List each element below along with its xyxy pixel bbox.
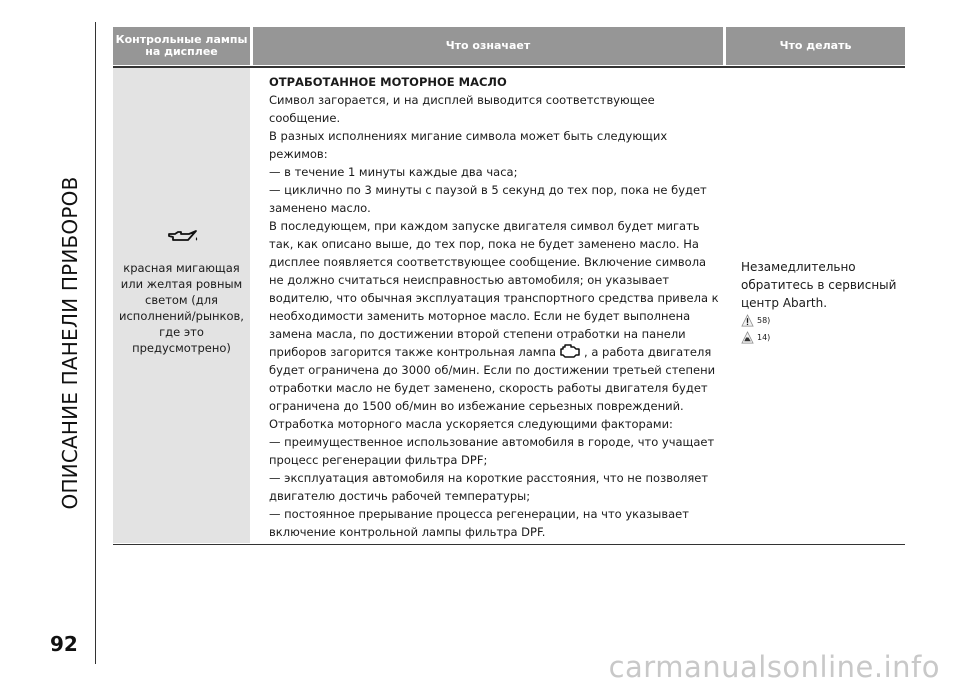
watermark: carmanualsonline.info — [608, 650, 940, 684]
header-action: Что делать — [726, 27, 905, 65]
description — [269, 73, 721, 541]
description-text: В последующем, при каждом запуске двигателя символ будет мигать так, как описано выше, до тех пор, пока не будет заменено масло. На дисплее появляется соответствующее сообщение. Включение символа не должно считаться неисправностью автомобиля; он указывает водителю, что обычная эксплуатация транспортного средства привела к необходимости заменить моторное масло. Если не будет выполнена замена масла, по достижении второй степени отработки на панели приборов загорится также контрольная лампа — [269, 219, 719, 359]
description-paragraph: Символ загорается, и на дисплей выводится соответствующее сообщение. — [269, 93, 655, 125]
description-paragraph: — постоянное прерывание процесса регенерации, на что указывает включение контрольной лампы фильтра DPF. — [269, 507, 689, 539]
description-paragraph: В разных исполнениях мигание символа может быть следующих режимов: — [269, 129, 668, 161]
section-title: ОПИСАНИЕ ПАНЕЛИ ПРИБОРОВ — [58, 176, 82, 510]
lamp-caption: красная мигающая или желтая ровным светом (для исполнений/рынков, где это предусмотрено) — [119, 261, 244, 355]
note-ref-number: 58) — [757, 315, 771, 325]
warning-triangle-icon — [741, 314, 754, 327]
engine-icon — [559, 344, 581, 358]
description-paragraph: — преимущественное использование автомобиля в городе, что учащает процесс регенерации фильтра DPF; — [269, 435, 715, 467]
description-heading: ОТРАБОТАННОЕ МОТОРНОЕ МАСЛО — [269, 75, 507, 89]
oil-can-icon — [166, 228, 198, 244]
description-paragraph: — эксплуатация автомобиля на короткие расстояния, что не позволяет двигателю достичь рабочей температуры; — [269, 471, 709, 503]
action-text: Незамедлительно обратитесь в сервисный центр Abarth. — [741, 260, 897, 310]
description-paragraph: — циклично по 3 минуты с паузой в 5 секунд до тех пор, пока не будет заменено масло. — [269, 183, 707, 215]
action-cell — [741, 258, 905, 346]
section-divider — [95, 22, 96, 664]
description-paragraph: — в течение 1 минуты каждые два часа; — [269, 165, 518, 179]
note-ref-number: 14) — [757, 332, 771, 342]
page-number: 92 — [50, 632, 78, 656]
note-ref — [741, 329, 905, 346]
description-text: , а работа двигателя будет ограничена до 3000 об/мин. Если по достижении третьей степени отработки масло не будет заменено, скорость работы двигателя будет ограничена до 1500 об/мин во избежание серьезных повреждений. — [269, 345, 716, 413]
table-bottom-rule — [113, 544, 905, 545]
note-ref — [741, 312, 905, 329]
caution-triangle-icon — [741, 331, 754, 344]
description-paragraph: Отработка моторного масла ускоряется следующими факторами: — [269, 417, 673, 431]
lamp-cell — [113, 68, 250, 543]
header-meaning: Что означает — [253, 27, 723, 65]
header-lamps: Контрольные лампы на дисплее — [113, 27, 250, 65]
indicator-table — [113, 27, 905, 547]
description-paragraph — [269, 217, 721, 415]
